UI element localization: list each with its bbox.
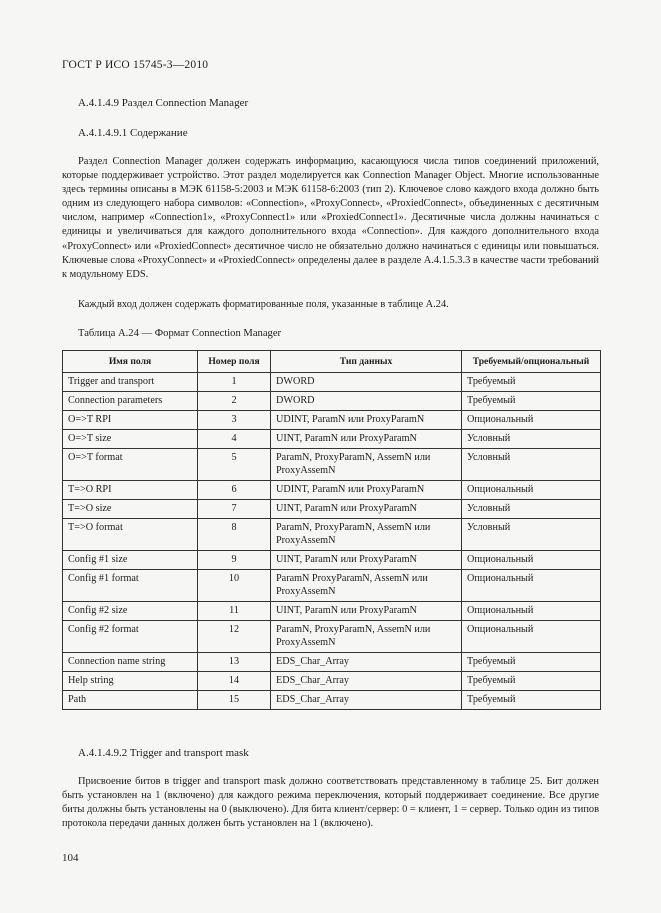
cell-field-number: 7: [198, 500, 271, 519]
cell-field-name: Config #2 format: [63, 621, 198, 653]
paragraph-fields-note: Каждый вход должен содержать форматированные поля, указанные в таблице A.24.: [78, 299, 449, 310]
cell-data-type: ParamN, ProxyParamN, AssemN или ProxyAssemN: [271, 621, 462, 653]
column-header-field-number: Номер поля: [198, 351, 271, 373]
cell-field-name: T=>O format: [63, 519, 198, 551]
cell-required: Условный: [462, 430, 601, 449]
table-row: [63, 691, 601, 710]
cell-required: Требуемый: [462, 653, 601, 672]
cell-field-name: Trigger and transport: [63, 373, 198, 392]
cell-field-number: 2: [198, 392, 271, 411]
subsection-heading-contents: A.4.1.4.9.1 Содержание: [78, 127, 188, 139]
cell-required: Требуемый: [462, 392, 601, 411]
cell-data-type: EDS_Char_Array: [271, 691, 462, 710]
cell-field-name: O=>T size: [63, 430, 198, 449]
cell-required: Опциональный: [462, 411, 601, 430]
cell-data-type: UINT, ParamN или ProxyParamN: [271, 430, 462, 449]
cell-field-number: 15: [198, 691, 271, 710]
cell-field-name: Config #1 format: [63, 570, 198, 602]
subsection-heading-trigger-mask: A.4.1.4.9.2 Trigger and transport mask: [78, 747, 249, 759]
cell-data-type: UINT, ParamN или ProxyParamN: [271, 602, 462, 621]
table-row: [63, 602, 601, 621]
table-row: [63, 621, 601, 653]
paragraph-trigger-mask: Присвоение битов в trigger and transport mask должно соответствовать представленному в таблице 25. Бит должен быть установлен на 1 (включено) для каждого режима переключения, который поддерживает соединение. Все другие биты должны быть установлены на 0 (выключено). Для бита клиент/сервер: 0 = клиент, 1 = сервер. Только один из типов протокола передачи данных должен быть установлен на 1 (включено).: [62, 776, 599, 830]
table-row: [63, 551, 601, 570]
cell-required: Опциональный: [462, 551, 601, 570]
cell-data-type: ParamN, ProxyParamN, AssemN или ProxyAssemN: [271, 519, 462, 551]
cell-field-number: 3: [198, 411, 271, 430]
section-heading: A.4.1.4.9 Раздел Connection Manager: [78, 97, 249, 109]
cell-required: Условный: [462, 449, 601, 481]
paragraph-description: Раздел Connection Manager должен содержать информацию, касающуюся числа типов соединений приложений, которые поддерживает устройство. Этот раздел моделируется как Connection Manager Object. Многие использованные здесь термины описаны в МЭК 61158-5:2003 и МЭК 61158-6:2003 (тип 2). Ключевое слово каждого входа должно быть одним из следующего набора символов: «Connection», «ProxyConnect», «ProxiedConnect», объединенных с десятичным числом, например «Connection1», «ProxyConnect1» или «ProxiedConnect1». Десятичные числа должны начинаться с единицы и увеличиваться для каждого дополнительного входа «Connection». Для каждого дополнительного входа «ProxyConnect» или «ProxiedConnect» десятичное число не обязательно должно начинаться с единицы или повышаться. Ключевые слова «ProxyConnect» и «ProxiedConnect» определены далее в разделе A.4.1.5.3.3 в качестве части требований к модульному EDS.: [62, 156, 599, 280]
cell-required: Опциональный: [462, 602, 601, 621]
cell-field-number: 8: [198, 519, 271, 551]
cell-field-number: 4: [198, 430, 271, 449]
cell-field-name: Path: [63, 691, 198, 710]
cell-field-name: O=>T RPI: [63, 411, 198, 430]
table-row: [63, 653, 601, 672]
cell-field-name: Config #2 size: [63, 602, 198, 621]
cell-field-number: 14: [198, 672, 271, 691]
cell-field-name: Connection parameters: [63, 392, 198, 411]
table-row: [63, 411, 601, 430]
cell-field-name: T=>O RPI: [63, 481, 198, 500]
cell-field-name: Help string: [63, 672, 198, 691]
column-header-required: Требуемый/опциональный: [462, 351, 601, 373]
cell-field-number: 5: [198, 449, 271, 481]
table-row: [63, 392, 601, 411]
cell-field-number: 11: [198, 602, 271, 621]
cell-required: Опциональный: [462, 481, 601, 500]
cell-required: Опциональный: [462, 621, 601, 653]
cell-required: Опциональный: [462, 570, 601, 602]
column-header-field-name: Имя поля: [63, 351, 198, 373]
cell-field-number: 13: [198, 653, 271, 672]
table-row: [63, 373, 601, 392]
cell-field-name: Config #1 size: [63, 551, 198, 570]
page-number: 104: [62, 852, 79, 864]
document-header: ГОСТ Р ИСО 15745-3—2010: [62, 59, 209, 71]
connection-manager-table: [62, 350, 601, 710]
table-row: [63, 500, 601, 519]
cell-data-type: DWORD: [271, 373, 462, 392]
cell-field-number: 10: [198, 570, 271, 602]
cell-field-number: 1: [198, 373, 271, 392]
cell-data-type: EDS_Char_Array: [271, 653, 462, 672]
cell-data-type: ParamN ProxyParamN, AssemN или ProxyAssemN: [271, 570, 462, 602]
cell-data-type: ParamN, ProxyParamN, AssemN или ProxyAssemN: [271, 449, 462, 481]
table-row: [63, 481, 601, 500]
cell-data-type: UINT, ParamN или ProxyParamN: [271, 551, 462, 570]
cell-field-number: 9: [198, 551, 271, 570]
cell-field-number: 12: [198, 621, 271, 653]
cell-data-type: UDINT, ParamN или ProxyParamN: [271, 411, 462, 430]
cell-data-type: DWORD: [271, 392, 462, 411]
table-row: [63, 519, 601, 551]
table-caption: Таблица A.24 — Формат Connection Manager: [78, 328, 282, 339]
cell-required: Требуемый: [462, 672, 601, 691]
table-row: [63, 449, 601, 481]
cell-required: Условный: [462, 519, 601, 551]
table-row: [63, 570, 601, 602]
cell-field-name: Connection name string: [63, 653, 198, 672]
cell-required: Требуемый: [462, 373, 601, 392]
cell-data-type: EDS_Char_Array: [271, 672, 462, 691]
table-row: [63, 672, 601, 691]
table-row: [63, 430, 601, 449]
cell-field-name: O=>T format: [63, 449, 198, 481]
table-header-row: [63, 351, 601, 373]
column-header-data-type: Тип данных: [271, 351, 462, 373]
cell-data-type: UINT, ParamN или ProxyParamN: [271, 500, 462, 519]
cell-field-number: 6: [198, 481, 271, 500]
cell-required: Требуемый: [462, 691, 601, 710]
cell-data-type: UDINT, ParamN или ProxyParamN: [271, 481, 462, 500]
cell-required: Условный: [462, 500, 601, 519]
cell-field-name: T=>O size: [63, 500, 198, 519]
